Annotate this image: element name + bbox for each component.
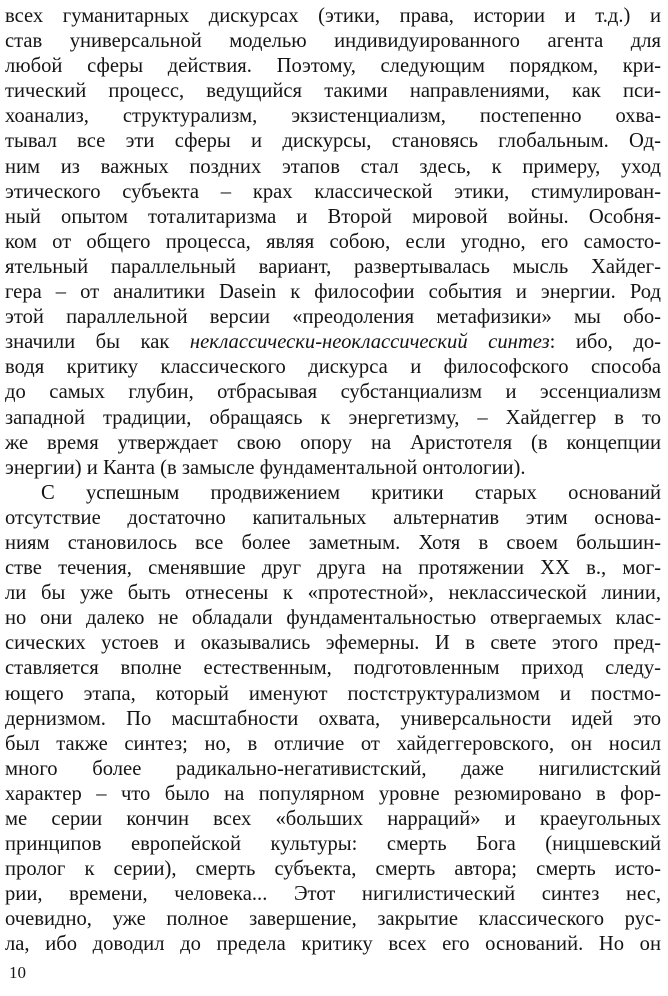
text-line: стве течения, сменявшие друг друга на протяжении XX в., мог- <box>5 557 661 580</box>
text-line: очевидно, уже полное завершение, закрытие классического рус- <box>5 908 661 931</box>
text-line: тический процесс, ведущийся такими направлениями, как пси- <box>5 80 661 103</box>
text-line: был также синтез; но, в отличие от хайдеггеровского, он носил <box>5 732 661 755</box>
page-text <box>5 4 661 958</box>
text-line: ком от общего процесса, являя собою, если угодно, его самосто- <box>5 230 661 253</box>
text-line: этического субъекта – крах классической этики, стимулирован- <box>5 180 661 203</box>
text-line: дернизмом. По масштабности охвата, универсальности идей это <box>5 707 661 730</box>
text-line: сических устоев и оказывались эфемерны. И в свете этого пред- <box>5 632 661 655</box>
text-segment: значили бы как <box>5 331 190 354</box>
text-line: всех гуманитарных дискурсах (этики, права, истории и т.д.) и <box>5 5 661 27</box>
text-line: став универсальной моделью индивидуированного агента для <box>5 30 661 53</box>
text-line: гера – от аналитики Dasein к философии события и энергии. Род <box>5 281 661 304</box>
paragraph-1 <box>5 4 661 481</box>
text-line: до самых глубин, отбрасывая субстанциализм и эссенциализм <box>5 381 661 404</box>
text-line: ли бы уже быть отнесены к «протестной», неклассической линии, <box>5 582 661 605</box>
text-segment: : ибо, до- <box>549 331 661 354</box>
text-line-with-italic <box>5 330 661 355</box>
text-line: но они далеко не обладали фундаментальностью отвергаемых клас- <box>5 607 661 630</box>
text-line: ниям становилось все более заметным. Хотя в своем большин- <box>5 531 661 554</box>
text-line: этой параллельной версии «преодоления метафизики» мы обо- <box>5 306 661 329</box>
text-line: энергии) и Канта (в замысле фундаментальной онтологии). <box>5 456 526 479</box>
text-line: хоанализ, структурализм, экзистенциализм, постепенно охва- <box>5 105 661 128</box>
text-line: рии, времени, человека... Этот нигилистический синтез нес, <box>5 883 661 906</box>
text-line: ним из важных поздних этапов стал здесь, к примеру, уход <box>5 155 661 178</box>
paragraph-2 <box>5 481 661 958</box>
text-line: ставляется вполне естественным, подготовленным приход следу- <box>5 657 661 680</box>
text-line: западной традиции, обращаясь к энергетизму, – Хайдеггер в то <box>5 406 661 429</box>
text-line: ющего этапа, который именуют постструктурализмом и постмо- <box>5 682 661 705</box>
text-line: ный опытом тоталитаризма и Второй мировой войны. Особня- <box>5 205 661 228</box>
italic-term: неклассически-неоклассический синтез <box>189 331 550 354</box>
text-line: же время утверждает свою опору на Аристотеля (в концепции <box>5 431 661 454</box>
text-line: ла, ибо доводил до предела критику всех его оснований. Но он <box>5 933 661 956</box>
text-line: любой сферы действия. Поэтому, следующим порядком, кри- <box>5 55 661 78</box>
text-line: характер – что было на популярном уровне резюмировано в фор- <box>5 782 661 805</box>
text-line: пролог к серии), смерть субъекта, смерть автора; смерть исто- <box>5 858 661 881</box>
text-line: много более радикально-негативистский, даже нигилистский <box>5 757 661 780</box>
text-line: ятельный параллельный вариант, развертывалась мысль Хайдег- <box>5 255 661 278</box>
text-line: ме серии кончин всех «больших нарраций» и краеугольных <box>5 808 661 830</box>
text-line: водя критику классического дискурса и философского способа <box>5 356 661 379</box>
page-number: 10 <box>9 963 26 982</box>
text-line: тывал все эти сферы и дискурсы, становясь глобальным. Од- <box>5 130 661 153</box>
text-line: С успешным продвижением критики старых оснований <box>41 481 661 504</box>
text-line: принципов европейской культуры: смерть Бога (ницшевский <box>5 833 661 856</box>
text-line: отсутствие достаточно капитальных альтернатив этим основа- <box>5 506 661 529</box>
